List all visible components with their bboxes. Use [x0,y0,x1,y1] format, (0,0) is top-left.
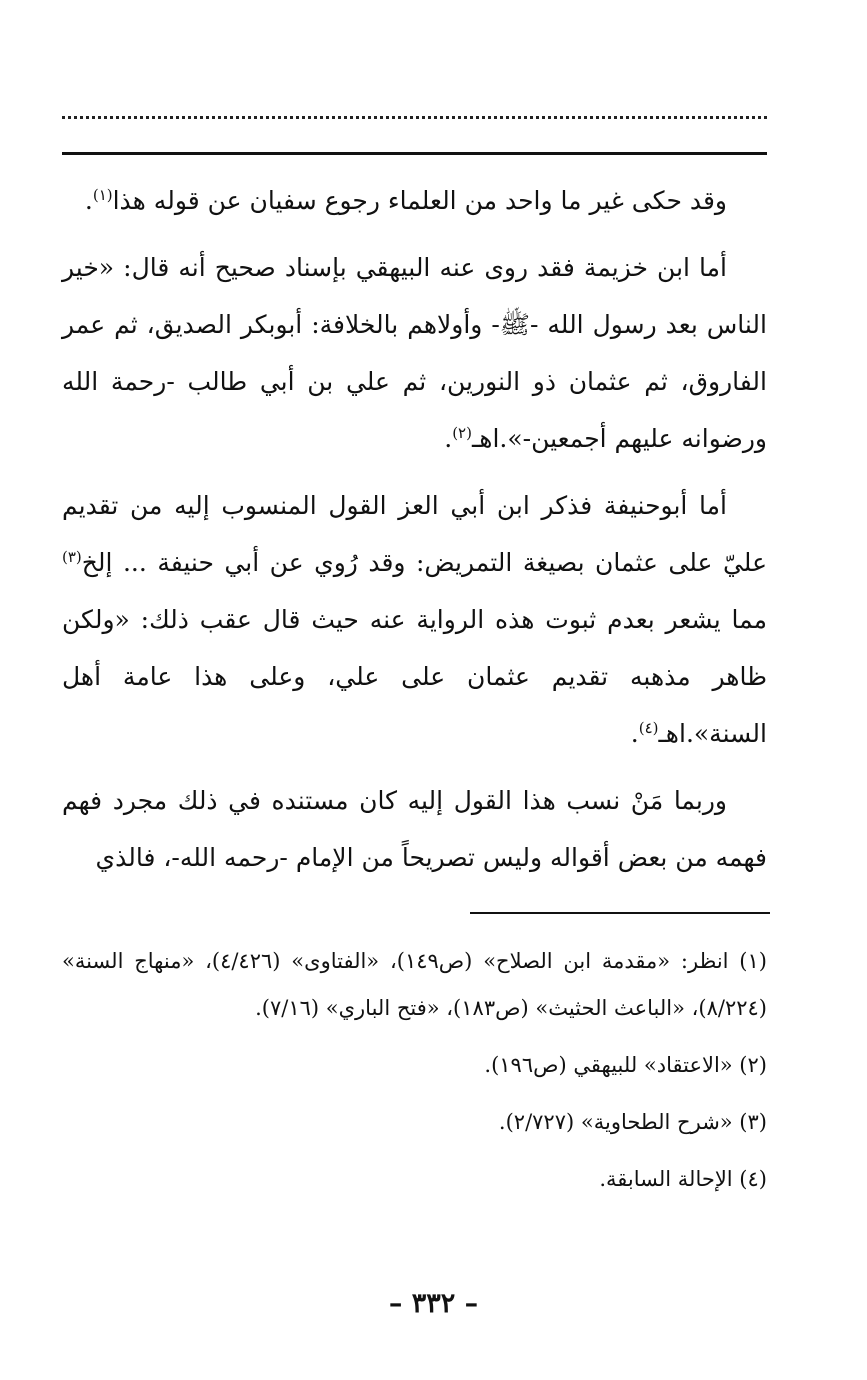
top-dotted-divider [62,116,767,119]
main-text [62,172,767,886]
footnotes [62,938,767,1203]
paragraph-3: أما أبوحنيفة فذكر ابن أبي العز القول المنسوب إليه من تقديم عليّ على عثمان بصيغة التمريض: وقد رُوي عن أبي حنيفة ... إلخ$^{(٣)}$ مما يشعر بعدم ثبوت هذه الرواية عنه حيث قال عقب ذلك: «ولكن ظاهر مذهبه تقديم عثمان على علي، وعلى هذا عامة أهل السنة».اهـ$^{(٤)}$. [62,491,767,748]
footnote-ref-3: (٣) [62,548,82,566]
paragraph-4: وربما مَنْ نسب هذا القول إليه كان مستنده في ذلك مجرد فهم فهمه من بعض أقواله وليس تصريحاً من الإمام -رحمه الله-، فالذي [62,786,767,872]
footnote-3: (٣) «شرح الطحاوية» (٢/٧٢٧). [498,1110,767,1134]
footnote-1: (١) انظر: «مقدمة ابن الصلاح» (ص١٤٩)، «الفتاوى» (٤/٤٢٦)، «منهاج السنة» (٨/٢٢٤)، «الباعث الحثيث» (ص١٨٣)، «فتح الباري» (٧/١٦). [62,949,767,1020]
footnote-4: (٤) الإحالة السابقة. [599,1167,767,1191]
footnote-ref-1: (١) [92,186,113,204]
top-solid-divider [62,152,767,155]
paragraph-2: أما ابن خزيمة فقد روى عنه البيهقي بإسناد صحيح أنه قال: «خير الناس بعد رسول الله -ﷺ- وأولاهم بالخلافة: أبوبكر الصديق، ثم عمر الفاروق، ثم عثمان ذو النورين، ثم علي بن أبي طالب -رحمة الله ورضوانه عليهم أجمعين-».اهـ$^{(٢)}$. [62,253,767,453]
footnote-ref-2: (٢) [452,424,472,442]
page-number: – ٣٣٢ – [388,1288,479,1319]
footnote-separator [470,912,770,914]
footnote-ref-4: (٤) [638,719,659,737]
footnote-2: (٢) «الاعتقاد» للبيهقي (ص١٩٦). [484,1053,767,1077]
paragraph-1: وقد حكى غير ما واحد من العلماء رجوع سفيان عن قوله هذا$^{(١)}$. [84,186,727,215]
